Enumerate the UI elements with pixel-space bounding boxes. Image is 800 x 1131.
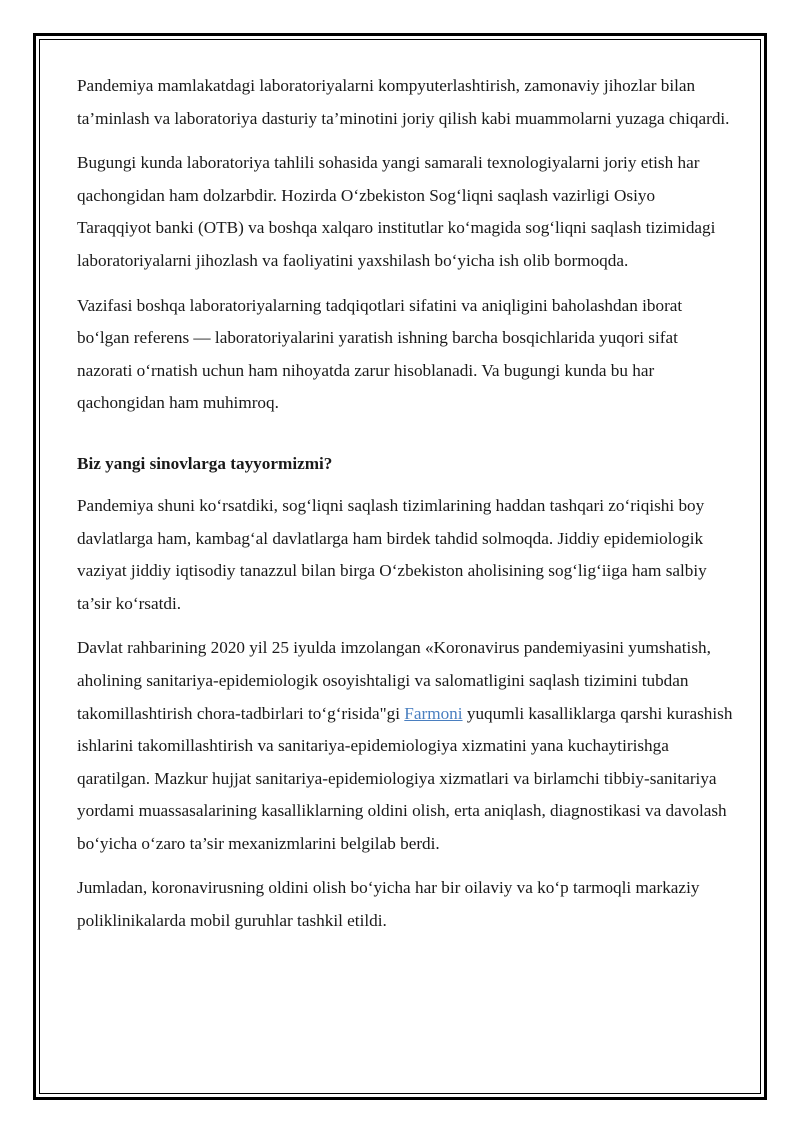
paragraph-health-system-strain: Pandemiya shuni ko‘rsatdiki, sog‘liqni saqlash tizimlarining haddan tashqari zo‘riqishi boy davlatlarga ham, kambag‘al davlatlarga ham birdek tahdid solmoqda. Jiddiy epidemiologik vaziyat jiddiy iqtisodiy tanazzul bilan birga O‘zbekiston aholisining sog‘lig‘iiga ham salbiy ta’sir ko‘rsatdi. <box>77 495 707 613</box>
farmoni-link[interactable]: Farmoni <box>404 703 463 723</box>
paragraph-lab-technologies: Bugungi kunda laboratoriya tahlili sohasida yangi samarali texnologiyalarni joriy etish har qachongidan ham dolzarbdir. Hozirda O‘zbekiston Sog‘liqni saqlash vazirligi Osiyo Taraqqiyot banki (OTB) va boshqa xalqaro institutlar ko‘magida sog‘liqni saqlash tizimidagi laboratoriyalarni jihozlash va faoliyatini yaxshilash bo‘yicha ish olib bormoqda. <box>77 153 716 270</box>
paragraph-mobile-groups: Jumladan, koronavirusning oldini olish bo‘yicha har bir oilaviy va ko‘p tarmoqli markaziy poliklinikalarda mobil guruhlar tashkil etildi. <box>77 878 700 931</box>
paragraph-lab-computerization: Pandemiya mamlakatdagi laboratoriyalarni kompyuterlashtirish, zamonaviy jihozlar bilan ta’minlash va laboratoriya dasturiy ta’minotini joriy qilish kabi muammolarni yuzaga chiqardi. <box>77 76 730 128</box>
paragraph-presidential-decree <box>77 632 733 860</box>
document-body <box>77 70 733 950</box>
decree-text-after-link: yuqumli kasalliklarga qarshi kurashish ishlarini takomillashtirish va sanitariya-epidemiologiya xizmatini yana kuchaytirishga qaratilgan. Mazkur hujjat sanitariya-epidemiologiya xizmatlari va birlamchi tibbiy-sanitariya yordami muassasalarining kasalliklarning oldini olish, erta aniqlash, diagnostikasi va davolash bo‘yicha o‘zaro ta’sir mexanizmlarini belgilab berdi. <box>77 703 733 853</box>
paragraph-reference-labs: Vazifasi boshqa laboratoriyalarning tadqiqotlari sifatini va aniqligini baholashdan iborat bo‘lgan referens — laboratoriyalarini yaratish ishning barcha bosqichlarida yuqori sifat nazorati o‘rnatish uchun ham nihoyatda zarur hisoblanadi. Va bugungi kunda bu har qachongidan ham muhimroq. <box>77 295 683 413</box>
decree-text-before-link: Davlat rahbarining 2020 yil 25 iyulda imzolangan «Koronavirus pandemiyasini yumshatish, aholining sanitariya-epidemiologik osoyishtaligi va salomatligini saqlash tizimini tubdan takomillashtirish chora-tadbirlari to‘g‘risida"gi <box>77 638 711 723</box>
section-heading: Biz yangi sinovlarga tayyormizmi? <box>77 453 333 473</box>
